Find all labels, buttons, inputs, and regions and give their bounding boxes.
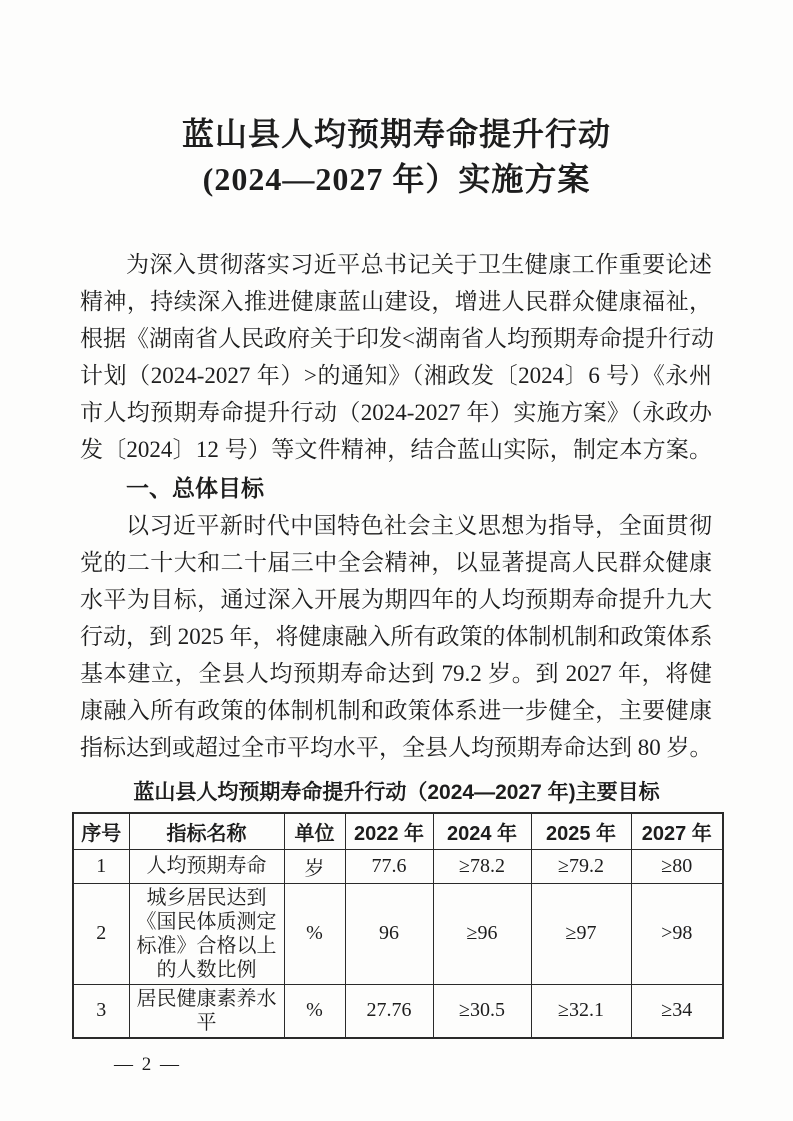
col-header-2024: 2024 年: [433, 813, 531, 849]
text-line: 计划（2024-2027 年）>的通知》（湘政发〔2024〕6 号）《永州: [80, 363, 712, 388]
text-line: 发〔2024〕12 号）等文件精神，结合蓝山实际，制定本方案。: [80, 437, 712, 462]
text-line: 为深入贯彻落实习近平总书记关于卫生健康工作重要论述: [126, 252, 712, 277]
col-header-indicator: 指标名称: [129, 813, 284, 849]
text-line: 根据《湖南省人民政府关于印发<湖南省人均预期寿命提升行动: [80, 326, 714, 351]
col-header-2022: 2022 年: [345, 813, 433, 849]
cell-2022-value: 96: [345, 883, 433, 984]
cell-2025-value: ≥97: [531, 883, 631, 984]
table-row: [73, 883, 723, 984]
page-number: — 2 —: [114, 1053, 181, 1075]
cell-2022-value: 27.76: [345, 984, 433, 1038]
cell-2025-value: ≥79.2: [531, 849, 631, 883]
cell-index: 1: [73, 849, 129, 883]
cell-indicator-name: 城乡居民达到《国民体质测定标准》合格以上的人数比例: [129, 883, 284, 984]
text-line: 党的二十大和二十届三中全会精神，以显著提高人民群众健康: [80, 550, 712, 575]
cell-indicator-name: 居民健康素养水平: [129, 984, 284, 1038]
cell-2024-value: ≥78.2: [433, 849, 531, 883]
table-header-row: [73, 813, 723, 849]
cell-unit: %: [284, 984, 345, 1038]
cell-2027-value: >98: [631, 883, 723, 984]
col-header-index: 序号: [73, 813, 129, 849]
text-line: 康融入所有政策的体制机制和政策体系进一步健全，主要健康: [80, 698, 712, 723]
cell-2027-value: ≥80: [631, 849, 723, 883]
text-line: 以习近平新时代中国特色社会主义思想为指导，全面贯彻: [126, 513, 712, 538]
cell-2025-value: ≥32.1: [531, 984, 631, 1038]
table-row: [73, 849, 723, 883]
table-caption: 蓝山县人均预期寿命提升行动（2024—2027 年)主要目标: [133, 781, 660, 804]
intro-paragraph: [80, 246, 712, 468]
text-line: 基本建立，全县人均预期寿命达到 79.2 岁。到 2027 年，将健: [80, 661, 712, 686]
cell-index: 3: [73, 984, 129, 1038]
cell-2024-value: ≥30.5: [433, 984, 531, 1038]
col-header-unit: 单位: [284, 813, 345, 849]
text-line: 指标达到或超过全市平均水平，全县人均预期寿命达到 80 岁。: [80, 735, 713, 760]
section-heading-overall-goals: 一、总体目标: [126, 475, 264, 501]
text-line: 精神，持续深入推进健康蓝山建设，增进人民群众健康福祉，: [80, 289, 712, 314]
document-title-line1: 蓝山县人均预期寿命提升行动: [181, 116, 611, 152]
section-paragraph: [80, 507, 712, 766]
text-line: 行动，到 2025 年，将健康融入所有政策的体制机制和政策体系: [80, 624, 713, 649]
document-title: [80, 112, 713, 202]
cell-unit: 岁: [284, 849, 345, 883]
cell-indicator-name: 人均预期寿命: [129, 849, 284, 883]
cell-unit: %: [284, 883, 345, 984]
document-title-line2: (2024—2027 年）实施方案: [202, 161, 591, 197]
col-header-2025: 2025 年: [531, 813, 631, 849]
cell-index: 2: [73, 883, 129, 984]
cell-2027-value: ≥34: [631, 984, 723, 1038]
main-targets-table: [72, 812, 724, 1039]
text-line: 水平为目标，通过深入开展为期四年的人均预期寿命提升九大: [80, 587, 712, 612]
col-header-2027: 2027 年: [631, 813, 723, 849]
table-row: [73, 984, 723, 1038]
cell-2024-value: ≥96: [433, 883, 531, 984]
text-line: 市人均预期寿命提升行动（2024-2027 年）实施方案》（永政办: [80, 400, 712, 425]
cell-2022-value: 77.6: [345, 849, 433, 883]
